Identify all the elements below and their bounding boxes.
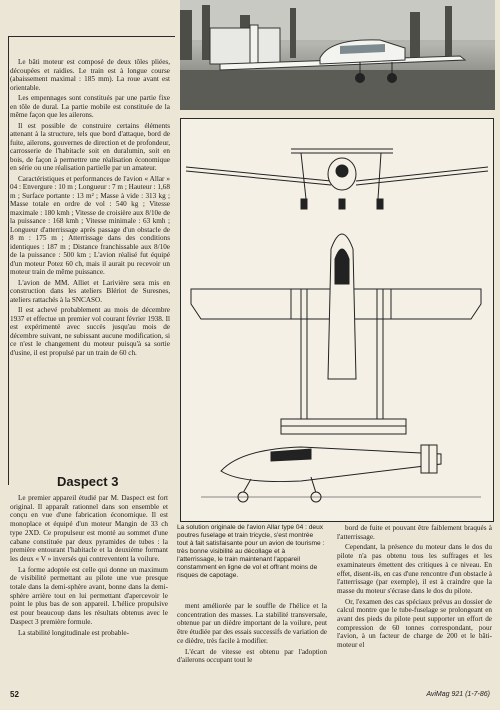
paragraph: L'avion de MM. Alliet et Larivière sera mis en construction dans les ateliers Blériot de Suresnes, ateliers rattachés à la SNCASO. [10,278,170,304]
paragraph: Il est possible de construire certains éléments attenant à la structure, tels que bord d'attaque, bord de fuite, ailerons, gouvernes de direction et de profondeur, carrosserie de l'habitacle soit en duralumin, soit en bois, de façon à permettre une réalisation économique en série ou une réalisation partielle par un amateur. [10,121,170,172]
paragraph: bord de fuite et pouvant être faiblement braqués à l'atterrissage. [337,524,492,541]
paragraph: Or, l'examen des cas spéciaux prévus au dossier de calcul montre que le tube-fuselage se prolongeant en avant des pieds du pilote peut supporter un effort de compression de 60 tonnes correspondant, pour l'avion, à un facteur de charge de 200 et le bâti-moteur el [337,597,492,650]
paragraph: La stabilité longitudinale est probable- [18,628,129,637]
paragraph: Le bâti moteur est composé de deux tôles pliées, découpées et raidies. Le train est à longue course (abaissement maximal : 185 mm). La roue avant est orientable. [10,58,170,92]
paragraph: Caractéristiques et performances de l'avion « Allar » 04 : Envergure : 10 m ; Longueur : 7 m ; Hauteur : 1,68 m ; Surface portante : 13 m² ; Masse à vide : 313 kg ; Masse totale en ordre de vol : 540 kg ; Vitesse maximale : 180 kmh ; Vitesse de croisière aux 8/10e de la puissance : 168 kmh ; Vitesse minimale : 63 kmh ; Longueur d'atterrissage après passage d'un obstacle de 8 m : 175 m ; Atterrissage dans des conditions identiques : 187 m ; Distance franchissable aux 8/10e de la puissance : 500 km ; L'avion réalisé fut équipé d'un moteur Potez 60 ch, mais il aurait pu recevoir un moteur train de même puissance. [10,174,170,276]
body-column-1 [10,494,168,639]
section-heading: Daspect 3 [57,474,119,489]
body-column-3 [337,524,492,652]
left-column-text [10,58,170,359]
page-number: 52 [10,690,19,699]
paragraph: Le premier appareil étudié par M. Daspect est fort original. Il apparaît rationnel dans son ensemble et conçu en vue d'une fabrication économique. Il est monoplace et équipé d'un moteur Mangin de 33 ch type 2XD. Ce propulseur est monté au sommet d'une cabane constituée par deux pyramides de tubes : la première entourant l'habitacle et la deuxième formant les deux « V » inversés qui contreventent la voilure. [10,494,168,563]
figure-caption: La solution originale de l'avion Allar type 04 : deux poutres fuselage et train tricycle, s'est montrée tout à fait satisfaisante pour un avion de tourisme : très bonne visibilité au décollage et à l'atterrissage, le train maintenant l'appareil constamment en ligne de vol et offrant moins de risques de capotage. [177,524,325,579]
aircraft-photo [180,0,495,110]
paragraph: Cependant, la présence du moteur dans le dos du pilote n'a pas obtenu tous les suffrages et les examinateurs émettent des critiques à ce niveau. En effet, disent-ils, en cas d'une rencontre d'un obstacle à l'atterrissage (par exemple), il est à craindre que la masse du moteur s'écrase dans le dos du pilote. [337,543,492,595]
paragraph: La forme adoptée est celle qui donne un maximum de visibilité permettant au pilote une vue presque totale dans la demi-sphère avant, bonne dans la demi-sphère arrière tout en lui permettant d'apercevoir le point le plus bas de son appareil. L'hélice propulsive est pour beaucoup dans les résultats obtenus avec le Daspect 3 première formule. [10,565,168,626]
three-view-drawing [180,118,494,522]
paragraph: Il est achevé probablement au mois de décembre 1937 et effectue un premier vol courant février 1938. Il est expérimenté avec succès jusqu'au mois de décembre suivant, ne subissant aucune modification, si ce n'est le changement du moteur puisqu'à sa sortie d'usine, il est propulsé par un train de 60 ch. [10,306,170,357]
paragraph: Les empennages sont constitués par une partie fixe en tôle de dural. La partie mobile est constituée de la même façon que les ailerons. [10,94,170,119]
magazine-reference: AviMag 921 (1-7-86) [426,691,490,698]
paragraph: L'écart de vitesse est obtenu par l'adoption d'ailerons occupant tout le [177,647,327,665]
body-column-2 [177,602,327,667]
paragraph: ment améliorée par le souffle de l'hélice et la concentration des masses. La stabilité transversale, obtenue par un dièdre important de la voilure, peut être étudiée par des essais successifs de variation de ce dièdre, très facile à modifier. [177,602,327,645]
